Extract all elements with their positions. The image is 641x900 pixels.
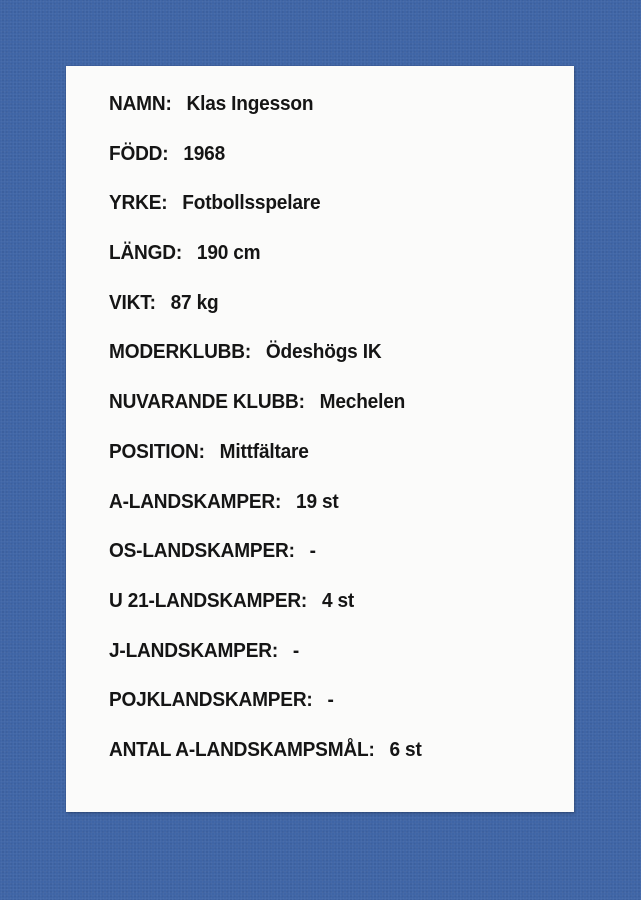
fodd-value: 1968 (183, 141, 225, 165)
row-fodd (109, 140, 532, 190)
pojklandskamper-label: POJKLANDSKAMPER: (109, 688, 313, 712)
row-vikt (109, 289, 532, 339)
position-label: POSITION: (109, 439, 205, 463)
a-landskamper-label: A-LANDSKAMPER: (109, 489, 282, 513)
row-os-landskamper (109, 537, 532, 587)
row-moderklubb (109, 338, 532, 388)
langd-value: 190 cm (196, 241, 261, 265)
row-langd (109, 239, 532, 289)
a-landskamper-value: 19 st (296, 489, 339, 513)
langd-label: LÄNGD: (109, 241, 183, 265)
row-position (109, 438, 532, 488)
vikt-label: VIKT: (109, 290, 156, 314)
os-landskamper-label: OS-LANDSKAMPER: (109, 539, 295, 563)
row-pojklandskamper (109, 686, 532, 736)
vikt-value: 87 kg (170, 290, 219, 314)
row-antal-a-landskampsmal (109, 736, 532, 786)
pojklandskamper-value: - (327, 688, 334, 712)
row-namn (109, 90, 532, 140)
yrke-value: Fotbollsspelare (182, 191, 321, 215)
position-value: Mittfältare (219, 439, 309, 463)
nuvarande-klubb-value: Mechelen (319, 390, 406, 414)
yrke-label: YRKE: (109, 191, 168, 215)
row-j-landskamper (109, 637, 532, 687)
namn-label: NAMN: (109, 92, 172, 115)
antal-a-landskampsmal-label: ANTAL A-LANDSKAMPSMÅL: (109, 737, 375, 761)
moderklubb-value: Ödeshögs IK (265, 340, 382, 364)
player-card-back (66, 66, 574, 812)
os-landskamper-value: - (309, 539, 316, 563)
j-landskamper-label: J-LANDSKAMPER: (109, 638, 278, 662)
row-u21-landskamper (109, 587, 532, 637)
moderklubb-label: MODERKLUBB: (109, 340, 251, 364)
fodd-label: FÖDD: (109, 141, 169, 165)
u21-landskamper-value: 4 st (321, 588, 355, 612)
row-a-landskamper (109, 488, 532, 538)
j-landskamper-value: - (292, 638, 300, 662)
row-nuvarande-klubb (109, 388, 532, 438)
u21-landskamper-label: U 21-LANDSKAMPER: (109, 588, 308, 612)
nuvarande-klubb-label: NUVARANDE KLUBB: (109, 390, 305, 414)
antal-a-landskampsmal-value: 6 st (389, 737, 422, 761)
player-stats-list (109, 90, 564, 786)
row-yrke (109, 189, 532, 239)
namn-value: Klas Ingesson (186, 92, 314, 115)
